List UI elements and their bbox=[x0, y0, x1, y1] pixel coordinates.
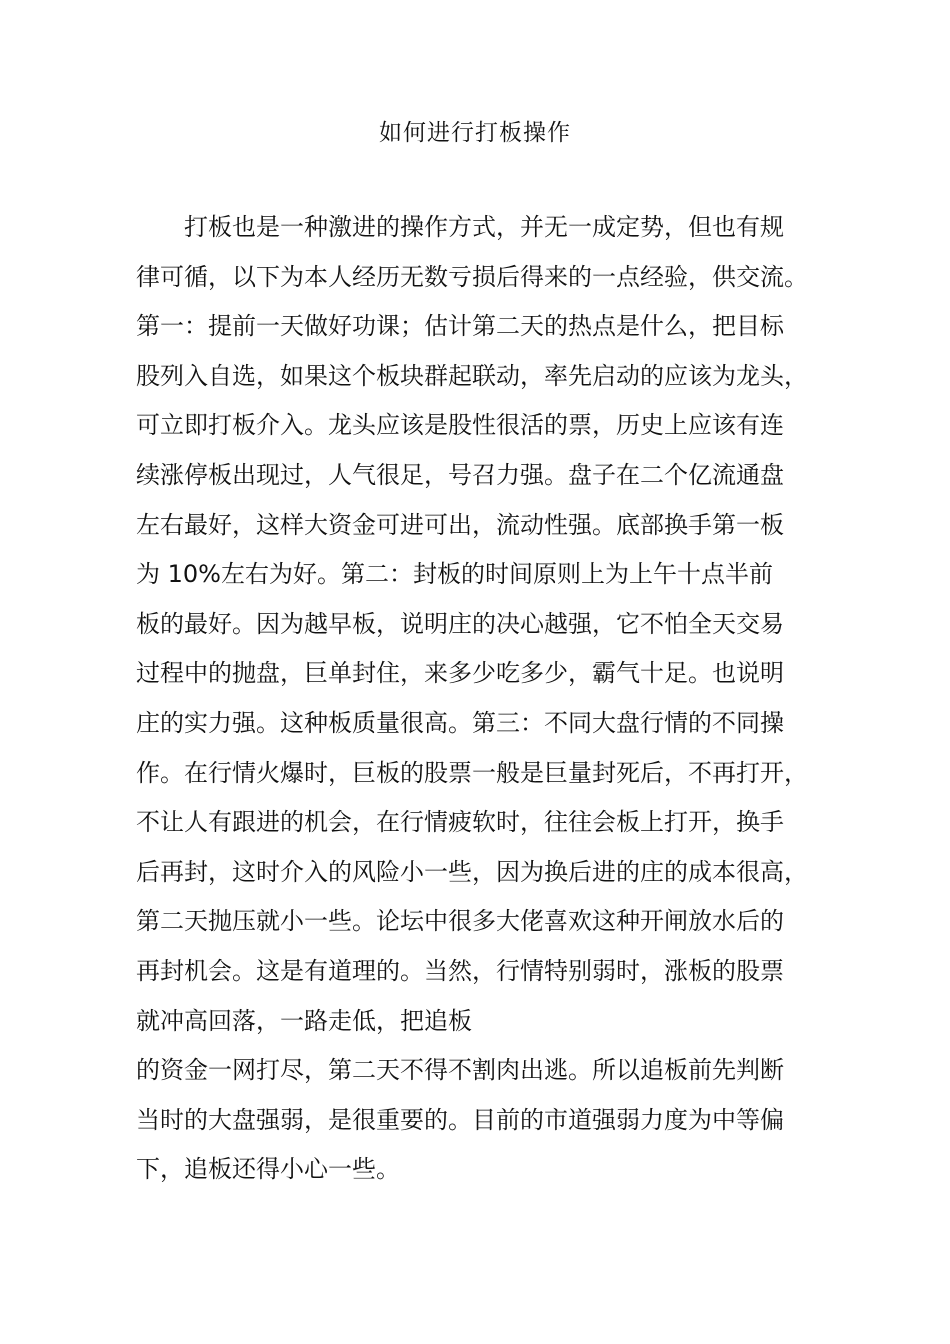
paragraph-line: 作。在行情火爆时，巨板的股票一般是巨量封死后，不再打开， bbox=[136, 758, 808, 787]
paragraph-line: 左右最好，这样大资金可进可出，流动性强。底部换手第一板 bbox=[136, 510, 784, 539]
paragraph-line: 打板也是一种激进的操作方式，并无一成定势，但也有规 bbox=[184, 213, 784, 241]
paragraph-line: 就冲高回落，一路走低，把追板 bbox=[136, 1006, 472, 1035]
document-title: 如何进行打板操作 bbox=[379, 120, 571, 146]
paragraph-line: 第二天抛压就小一些。论坛中很多大佬喜欢这种开闸放水后的 bbox=[136, 907, 784, 936]
paragraph-line: 的资金一网打尽，第二天不得不割肉出逃。所以追板前先判断 bbox=[136, 1056, 784, 1085]
paragraph-line: 后再封，这时介入的风险小一些，因为换后进的庄的成本很高， bbox=[136, 857, 808, 886]
paragraph-line: 再封机会。这是有道理的。当然，行情特别弱时，涨板的股票 bbox=[136, 956, 784, 985]
paragraph-line: 当时的大盘强弱，是很重要的。目前的市道强弱力度为中等偏 bbox=[136, 1105, 784, 1134]
paragraph-line: 庄的实力强。这种板质量很高。第三：不同大盘行情的不同操 bbox=[136, 708, 784, 737]
paragraph-line: 股列入自选，如果这个板块群起联动，率先启动的应该为龙头， bbox=[136, 361, 808, 390]
paragraph-line: 不让人有跟进的机会，在行情疲软时，往往会板上打开，换手 bbox=[136, 808, 784, 837]
paragraph-line: 过程中的抛盘，巨单封住，来多少吃多少，霸气十足。也说明 bbox=[136, 659, 784, 688]
paragraph-line: 下，追板还得小心一些。 bbox=[136, 1155, 400, 1184]
paragraph-line: 第一：提前一天做好功课；估计第二天的热点是什么，把目标 bbox=[136, 312, 784, 341]
paragraph-line: 为 10%左右为好。第二：封板的时间原则上为上午十点半前 bbox=[136, 560, 773, 589]
paragraph-line: 可立即打板介入。龙头应该是股性很活的票，历史上应该有连 bbox=[136, 411, 784, 440]
paragraph-line: 续涨停板出现过，人气很足，号召力强。盘子在二个亿流通盘 bbox=[136, 460, 784, 489]
document-body bbox=[136, 203, 816, 1195]
paragraph-line: 律可循，以下为本人经历无数亏损后得来的一点经验，供交流。 bbox=[136, 262, 808, 291]
paragraph-line: 板的最好。因为越早板，说明庄的决心越强，它不怕全天交易 bbox=[136, 609, 784, 638]
